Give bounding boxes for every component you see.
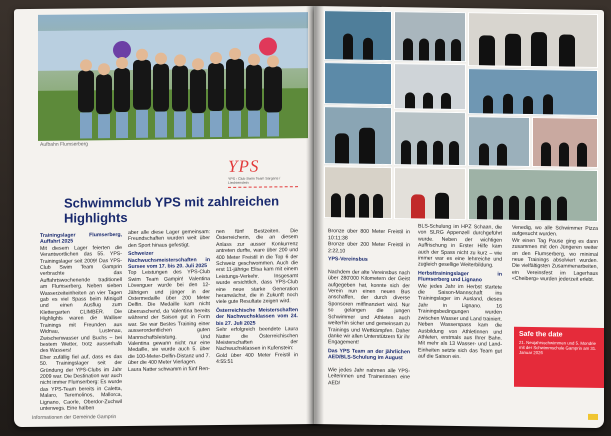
paragraph: Wir einen Tag Pause ging es dann zusammen mit den Jüngeren weiter an den Flumserberg, wo minimal neue Trainings absolviert wurden. Die vielfältigsten Zusammenarbeiten, ein Vereinsfest im Lagerhaus «Cheiberg» wurden jederzeit erlebt. bbox=[512, 237, 598, 284]
collage-photo bbox=[468, 12, 598, 68]
photo-person bbox=[493, 195, 503, 219]
collage-photo bbox=[324, 62, 392, 105]
photo-caption: Aufbahn Flumserberg bbox=[40, 141, 89, 148]
photo-person bbox=[417, 140, 427, 164]
paragraph: nen fünf Bestzeiten. Die Österreicherin, die an diesem Anlass zur ausser Konkurrenz antreten durfte, ware über 200 und 400 Meter Freistil in die Top 6 der Schweiz geschwommen. Auch die erst 11-jährige Elisa kam mit einem Leistungs-Verkehr. Insgesamt wurde ersichtlich, dass YPS-Club eine neue starke Generation heranwächst, die in Zukunft noch viele gute Resultate zeigen wird. bbox=[216, 228, 298, 306]
paragraph: Nachdem der alte Vereinsbus nach über 280'000 Kilometern der Geist aufgegeben hat, konnte sich der Verein nun einen neuen Bus anschaffen, der durch diverse Sponsoren mitfinanziert wird. Nur so gelangen die jungen Schwimmer und Athleten auch weiterhin sicher und gemeinsam zu Trainings und Wettkämpfen. Daher danke wir allen Unterstützern für ihr Engagement! bbox=[328, 269, 410, 346]
photo-person bbox=[423, 93, 433, 109]
photo-person bbox=[523, 96, 533, 114]
photo-person bbox=[479, 35, 495, 65]
left-column-1 bbox=[40, 230, 122, 412]
paragraph: Laura Natter schwamm in fünf Ren- bbox=[128, 365, 210, 373]
photo-person bbox=[433, 141, 443, 165]
collage-photo bbox=[468, 116, 530, 167]
photo-person bbox=[363, 38, 373, 60]
paragraph: BLS-Schulung im HPZ Schaan, die von SLRG Appenzell durchgeführt wurde. Neben der wichtigen Auffrischung in Erster Hilfe kam auch der Spass nicht zu kurz – wie immer war es eine lehrreiche und zugleich gesellige Weiterbildung. bbox=[418, 223, 502, 269]
photo-person bbox=[559, 34, 575, 66]
photo-person bbox=[405, 92, 415, 108]
section-heading: Österreichische Meisterschaften der Nachwuchsklassen vom 24. bis 27. Juli 2025 bbox=[216, 307, 298, 327]
photo-person bbox=[497, 144, 507, 166]
section-heading: Schweizer Nachwuchsmeisterschaften in Sursee vom 17. bis 20. Juli 2025 bbox=[128, 250, 210, 270]
photo-person bbox=[541, 142, 551, 166]
team-photo bbox=[38, 12, 308, 141]
paragraph: Wie jedes Jahr nahmen alle YPS-Leiterinnen und Trainerinnen eine AED/ bbox=[328, 367, 410, 387]
paragraph: Mit diesem Lager feierten die Verantwortlichen das 55. YPS-Trainingslager seit 2009! Das YPS-Club Swim Team Gamprin verbrachte das Auffahrtswochenende traditionell am Flumserberg. Neben sieben Wasserzeiteinheiten an vier Tagen gab es viel Spass beim Minigolf und einen Ausflug zum Klettergarten CLIMBER. Die Highlights waren die Walliser Trainings mit Freunden aus Widnau, Lustenau, Zwischenwasser und Buchs – bei bestem Wetter, trotz ausserhalb des Wassers! bbox=[40, 244, 122, 355]
photo-person bbox=[359, 128, 375, 164]
photo-person bbox=[503, 94, 513, 114]
save-the-date-title: Safe the date bbox=[519, 330, 563, 339]
photo-person bbox=[403, 38, 413, 60]
page-number-tab bbox=[588, 414, 598, 420]
right-column-2 bbox=[418, 223, 502, 361]
left-column-3 bbox=[216, 228, 298, 365]
photo-person bbox=[441, 93, 451, 109]
magazine-spread bbox=[14, 6, 604, 430]
photo-person bbox=[531, 32, 547, 66]
paragraph: aber alle diese Lager gemeinsam: Freundschaften wurden weit über den Sport hinaus gefestigt. bbox=[128, 229, 210, 249]
photo-person bbox=[543, 94, 553, 114]
right-column-3 bbox=[512, 225, 598, 284]
decorative-dashes bbox=[228, 186, 298, 190]
photo-person bbox=[411, 194, 425, 218]
collage-photo bbox=[324, 106, 392, 165]
right-page bbox=[314, 6, 604, 428]
paragraph: Gold über 400 Meter Freistil in 4:55:51 bbox=[216, 351, 298, 366]
section-heading: Herbsttrainingslager in Flumserberg und Lignano bbox=[418, 270, 502, 284]
section-heading: Trainingslager Flumserberg, Auffahrt 2025 bbox=[40, 232, 122, 246]
photo-person bbox=[335, 133, 349, 163]
photo-person bbox=[345, 193, 355, 217]
photo-person bbox=[559, 142, 569, 166]
left-page bbox=[14, 6, 314, 427]
save-the-date-text: 21. Neujahrsschwimmen und 5. Mondrie mit der Schwimmschule Gamprin am 31. Januar 2026 bbox=[519, 339, 597, 356]
collage-photo bbox=[394, 11, 466, 62]
yps-logo bbox=[228, 156, 290, 185]
photo-person bbox=[557, 196, 567, 220]
photo-person bbox=[541, 196, 551, 220]
photo-collage bbox=[324, 10, 596, 222]
photo-person bbox=[505, 34, 521, 66]
photo-person bbox=[435, 193, 449, 219]
photo-person bbox=[343, 33, 353, 59]
collage-photo bbox=[468, 168, 598, 222]
photo-person bbox=[373, 194, 383, 218]
photo-person bbox=[509, 196, 519, 220]
photo-person bbox=[477, 195, 487, 219]
paragraph: Top Leistungen des YPS-Club Swim Team Gampin! Valentina Lövenguer wurde bei den 12-Jährigen und jünger in der Ostermedaille über 200 Meter Delfin. Die Medaille kam nicht überraschend, da Valentina bereits während der Saison gut in Form war. Sie war Bestes Training einer ausserordentlichen guten Mannschaftsleistung. Und Valentina gewann nicht nur eine Medaille, sie wurde auch 5. über die 100-Meter-Delfin-Distanz und 7. über die 400 Meter Vierlagen. bbox=[128, 269, 210, 367]
right-column-1 bbox=[328, 222, 410, 387]
paragraph: Bronze über 800 Meter Freistil in 10:11:38 Bronze über 200 Meter Freistil in 2:22,10 bbox=[328, 228, 410, 255]
photo-person bbox=[525, 196, 535, 220]
team-photo-people bbox=[38, 28, 308, 141]
save-the-date-box bbox=[514, 327, 604, 388]
collage-photo bbox=[532, 117, 598, 168]
left-column-2 bbox=[128, 229, 210, 373]
section-heading: YPS-Vereinsbus bbox=[328, 256, 368, 263]
article-headline: Schwimmclub YPS mit zahlreichen Highlights bbox=[64, 193, 280, 226]
page-footer: Informationen der Gemeinde Gamprin bbox=[32, 414, 117, 421]
photo-person bbox=[359, 194, 369, 218]
photo-person bbox=[451, 39, 461, 61]
collage-photo bbox=[324, 10, 392, 61]
photo-person bbox=[449, 141, 459, 165]
collage-photo bbox=[394, 63, 466, 110]
paragraph: Sehr erfolgreich beendete Laura Natter die Österreichischen Meisterschaften der Nachwuchsklassen in Kufenstein: bbox=[216, 326, 298, 353]
photo-person bbox=[483, 95, 493, 113]
paragraph: Venedig, wo alle Schwimmer Pizza aufgesucht wurden. bbox=[512, 224, 598, 238]
photo-person bbox=[401, 140, 411, 164]
paragraph: Eher zufällig fiel auf, dass es das 50. Trainingslager seit der Gründung der YPS-Clubs im Jahr 2009 war. Die Destination war auch nicht immer Flumserberg: Es wurde das YPS-Team bereits in Caletta, Malaro, Teremolinos, Mallorca, Lignano, Caorle, Oberdor-Zuchwil unterwegs. Eine halben bbox=[40, 353, 122, 412]
collage-photo bbox=[324, 166, 392, 219]
collage-photo bbox=[394, 111, 466, 166]
collage-photo bbox=[394, 167, 466, 220]
photo-person bbox=[331, 193, 341, 217]
yps-logo-subtitle: YPS - Club Swim Team Sargans / Liechtenstein bbox=[228, 176, 281, 185]
paragraph: Wie jedes Jahr im Herbst startete die Saison-Mannschaft ins Trainingslager im Ausland, dieses Jahr in Lignano. 16 Trainingsbedingungen wurden zwischen Wasser und Land trainiert. Neben Wasserspass kam die Ausbildung von Athletinnen und Athleten, erstmals aus Ihrer Bahn. Mit mehr als 13 Wasser- und Land-Einheiten setzte sich das Team gut auf die Saison ein. bbox=[418, 283, 502, 361]
collage-photo bbox=[468, 68, 598, 116]
photo-person bbox=[577, 143, 587, 167]
photo-person bbox=[479, 143, 489, 165]
photo-person bbox=[435, 39, 445, 61]
section-heading: Das YPS Team an der jährlichen AED/BLS-Schulung im August bbox=[328, 347, 410, 362]
yps-logo-mark: YPS bbox=[228, 156, 260, 176]
photo-person bbox=[419, 38, 429, 60]
